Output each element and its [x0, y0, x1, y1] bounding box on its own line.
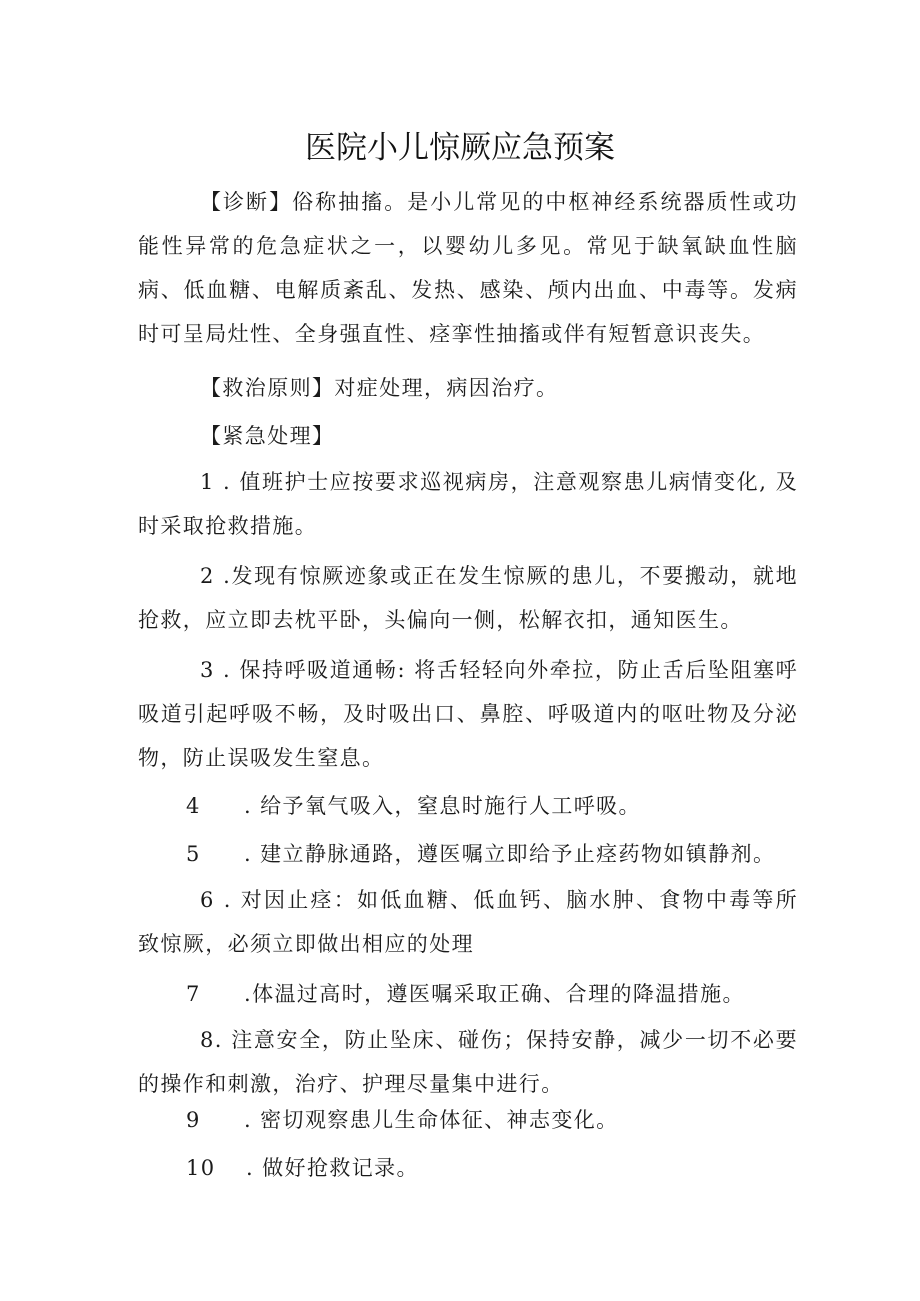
diagnosis-paragraph: 【诊断】俗称抽搐。是小儿常见的中枢神经系统器质性或功能性异常的危急症状之一，以婴幼儿多见。常见于缺氧缺血性脑病、低血糖、电解质紊乱、发热、感染、颅内出血、中毒等。发病时可呈局灶性、全身强直性、痉挛性抽搐或伴有短暂意识丧失。	[138, 190, 798, 346]
list-item-7-number: 7	[186, 982, 201, 1006]
list-item-8: 8. 注意安全，防止坠床、碰伤；保持安静，减少一切不必要的操作和刺激，治疗、护理尽量集中进行。	[138, 1028, 798, 1096]
list-item-1: 1 . 值班护士应按要求巡视病房，注意观察患儿病情变化, 及时采取抢救措施。	[138, 470, 798, 538]
list-item-4-text: . 给予氧气吸入，窒息时施行人工呼吸。	[244, 794, 641, 818]
document-title: 医院小儿惊厥应急预案	[305, 130, 615, 166]
list-item-6: 6 . 对因止痉：如低血糖、低血钙、脑水肿、食物中毒等所致惊厥，必须立即做出相应的处理	[138, 888, 798, 956]
list-item-5-text: . 建立静脉通路，遵医嘱立即给予止痉药物如镇静剂。	[244, 842, 776, 866]
treatment-principle-paragraph: 【救治原则】对症处理，病因治疗。	[200, 376, 559, 400]
list-item-9	[138, 1098, 808, 1142]
list-item-7-text: .体温过高时，遵医嘱采取正确、合理的降温措施。	[244, 982, 745, 1006]
emergency-heading: 【紧急处理】	[200, 424, 335, 448]
list-item-4	[138, 784, 808, 828]
list-item-7	[138, 972, 808, 1016]
list-item-5-number: 5	[186, 842, 201, 866]
list-item-9-number: 9	[186, 1108, 201, 1132]
list-item-5	[138, 832, 808, 876]
list-item-9-text: . 密切观察患儿生命体征、神志变化。	[244, 1108, 619, 1132]
list-item-2: 2 .发现有惊厥迹象或正在发生惊厥的患儿，不要搬动，就地抢救，应立即去枕平卧，头偏向一侧，松解衣扣，通知医生。	[138, 564, 798, 632]
list-item-10-text: . 做好抢救记录。	[246, 1156, 419, 1180]
list-item-4-number: 4	[186, 794, 201, 818]
list-item-10	[138, 1146, 808, 1190]
list-item-3: 3 . 保持呼吸道通畅: 将舌轻轻向外牵拉，防止舌后坠阻塞呼吸道引起呼吸不畅，及时吸出口、鼻腔、呼吸道内的呕吐物及分泌物，防止误吸发生窒息。	[138, 658, 798, 770]
list-item-10-number: 10	[186, 1156, 216, 1180]
